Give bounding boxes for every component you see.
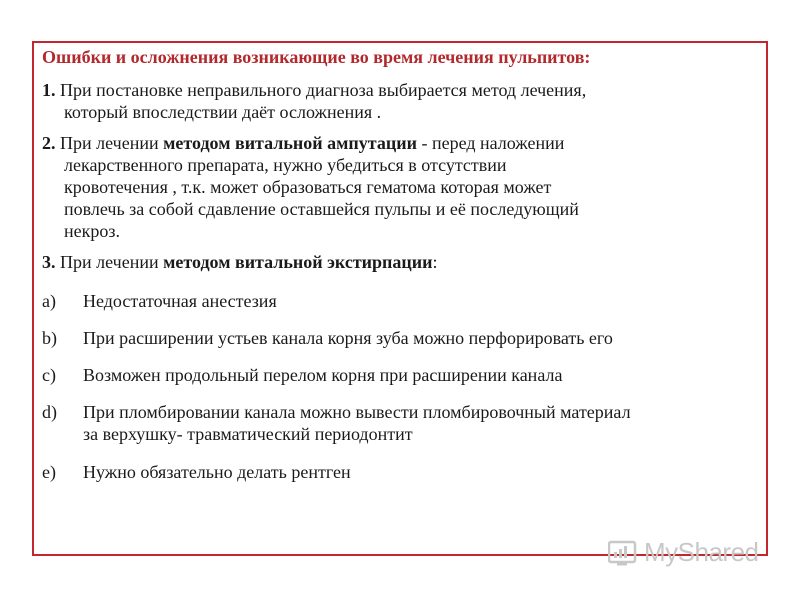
sub-item-text: за верхушку- травматический периодонтит (83, 424, 413, 444)
point-number: 3. (42, 252, 56, 272)
point-text: кровотечения , т.к. может образоваться гематома которая может (64, 177, 552, 197)
sub-item-label: a) (42, 291, 56, 311)
sub-item-d (42, 401, 762, 445)
point-text: некроз. (64, 221, 120, 241)
point-number: 1. (42, 80, 56, 100)
point-text: повлечь за собой сдавление оставшейся пульпы и её последующий (64, 199, 579, 219)
sub-item-text: Нужно обязательно делать рентген (83, 462, 351, 482)
sub-item-label: b) (42, 328, 57, 348)
point-3 (42, 251, 762, 273)
point-text: лекарственного препарата, нужно убедиться в отсутствии (64, 155, 507, 175)
point-text: - перед наложении (416, 133, 565, 153)
sub-item-e (42, 461, 762, 483)
sub-item-label: c) (42, 365, 56, 385)
sub-item-c (42, 364, 762, 386)
point-text: При постановке неправильного диагноза выбирается метод лечения, (55, 80, 587, 100)
sub-item-text: Недостаточная анестезия (83, 291, 277, 311)
sub-item-a (42, 290, 762, 312)
sub-item-text: При пломбировании канала можно вывести пломбировочный материал (83, 402, 631, 422)
slide-content (42, 46, 762, 498)
sub-item-label: e) (42, 462, 56, 482)
slide-title: Ошибки и осложнения возникающие во время лечения пульпитов: (42, 47, 591, 67)
point-2 (42, 132, 762, 242)
point-number: 2. (42, 133, 56, 153)
point-text: : (432, 252, 438, 272)
sub-item-label: d) (42, 402, 57, 422)
sub-item-b (42, 327, 762, 349)
myshared-logo-icon (608, 539, 638, 567)
point-bold-text: методом витальной экстирпации (163, 252, 433, 272)
myshared-watermark (608, 537, 759, 568)
sub-item-text: Возможен продольный перелом корня при расширении канала (83, 365, 563, 385)
point-text: При лечении (55, 133, 164, 153)
sub-item-text: При расширении устьев канала корня зуба можно перфорировать его (83, 328, 613, 348)
point-1 (42, 79, 762, 123)
point-text: При лечении (55, 252, 164, 272)
point-bold-text: методом витальной ампутации (163, 133, 417, 153)
watermark-text: MyShared (644, 537, 759, 567)
point-text: который впоследствии даёт осложнения . (64, 102, 382, 122)
